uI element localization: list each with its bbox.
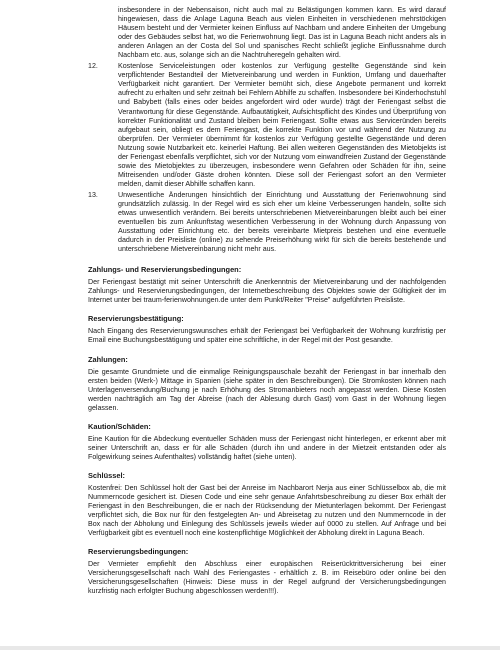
section-payment-reservation-conditions [88,265,446,305]
section-text: Die gesamte Grundmiete und die einmalige Reinigungspauschale bezahlt der Feriengast in bar innerhalb den ersten beiden (Werk-) Mittage in Spanien (siehe später in den Beschreibungen). Die Stromkosten können nach Unterlagenversendung/Buchung je nach Erhöhung des Stromanbieters noch angepasst werden. Diese Kosten werden nachträglich am Tag der Abreise (nach der Ablesung durch Gast) vom Gast in der Wohnung liegen gelassen. [88,367,446,412]
section-text: Der Feriengast bestätigt mit seiner Unterschrift die Anerkenntnis der Mietvereinbarung und der nachfolgenden Zahlungs- und Reservierungsbedingungen, der Internetbeschreibung des Objektes sowie der Gültigkeit der im Internet unter bei traum-ferienwohnungen.de unter dem Punkt/Reiter "Preise" aufgeführten Preisliste. [88,278,446,305]
section-text: Nach Eingang des Reservierungswunsches erhält der Feriengast bei Verfügbarkeit der Wohnung kurzfristig per Email eine Buchungsbestätigung und später eine schriftliche, in der Regel mit der Post gesandte. [88,327,446,345]
page-bottom-edge [0,646,500,650]
item-text: Unwesentliche Änderungen hinsichtlich der Einrichtung und Ausstattung der Ferienwohnung sind grundsätzlich zulässig. In der Regel wird es sich eher um kleine Verbesserungen handeln, sollte sich etwas unwesentlich verändern. Bei bereits unterschriebenen Mietvereinbarungen bleibt auch bei einer eventuellen bis zum Ankunftstag wesentlichen Verbesserung in der Wohnung durch Anpassung von Ausstattung oder Einrichtung etc. der bereits vereinbarte Mietpreis bestehen und eine eventuelle dadurch in der Preisliste (online) zu sehende Preiserhöhung wirkt für sich die bereits bestehende und unterschriebene Mietvereinbarung nicht mehr aus. [118,190,446,254]
numbered-item-13 [88,191,446,254]
item-number: 13. [88,190,98,199]
section-heading: Zahlungs- und Reservierungsbedingungen: [88,265,242,275]
section-text: Der Vermieter empfiehlt den Abschluss einer europäischen Reiserücktrittversicherung bei einer Versicherungsgesellschaft nach Wahl des Feriengastes - erhältlich z. B. im Reisebüro oder online bei den Versicherungsgesellschaften (Hinweis: Diese muss in der Regel aufgrund der Versicherungsbedingungen kurzfristig nach erfolgter Buchung abgeschlossen werden!!!). [88,560,446,596]
continuation-paragraph: insbesondere in der Nebensaison, nicht auch mal zu Belästigungen kommen kann. Es wird darauf hingewiesen, dass die Anlage Laguna Beach aus vielen Einheiten in verschiedenen mehrstöckigen Häusern besteht und der Vermieter keinen Einfluss auf Nachbarn und andere Einheiten der Umgebung oder des Gebäudes selbst hat, wo die Ferienwohnung liegt. Das ist in Laguna Beach nicht anders als in anderen Anlagen an der Costa del Sol und spanisches Recht schließt jegliche Einflussnahme durch Nachbarn etc. aus, solange sich an die Nachtruheregeln gehalten wird. [118,6,446,60]
section-heading: Reservierungsbedingungen: [88,547,189,557]
section-heading: Kaution/Schäden: [88,421,151,431]
item-number: 12. [88,62,98,71]
section-payments [88,355,446,413]
section-heading: Zahlungen: [88,354,128,364]
section-deposit-damages [88,422,446,462]
section-heading: Reservierungsbestätigung: [88,314,184,324]
item-text: Kostenlose Serviceleistungen oder kostenlos zur Verfügung gestellte Gegenstände sind kein verpflichtender Bestandteil der Mietvereinbarung und werden in Funktion, Umfang und dauerhafter Verfügbarkeit nicht garantiert. Der Vermieter bemüht sich, diese Angebote permanent und korrekt aufrecht zu erhalten und sehr zeitnah bei Fehlern Abhilfe zu schaffen. Insbesondere bei Kinderhochstuhl und Babybett (falls eines oder beides angefordert wird oder wurde) trägt der Feriengast selbst die Verantwortung für diese Gegenstände. Aufbautätigkeit, Aufsichtspflicht des Kindes und Überprüfung von korrekter Funktionalität und Zustand bleiben beim Feriengast. Sollte etwas aus Serviceründen bereits aufgebaut sein, obliegt es dem Feriengast, die korrekte Funktion vor und während der Nutzung zu überprüfen. Der Vermieter übernimmt für kostenlos zur Verfügung gestellte Gegenstände und deren Nutzung sowie Nutzbarkeit etc. keinerlei Haftung. Bei allen weiteren Gegenständen des Mietobjekts ist der Feriengast ebenfalls verpflichtet, sich vor der Nutzung vom einwandfreien Zustand der Gegenstände sowie des Mietobjektes zu überzeugen, insbesondere wenn Gefahren oder Schäden für ihn, seine Mitreisenden und/oder Gäste drohen könnten. Diese soll der Feriengast sofort an den Vermieter melden, damit dieser Abhilfe schaffen kann. [118,62,446,188]
numbered-item-12 [88,62,446,189]
section-reservation-conditions [88,547,446,596]
section-keys [88,471,446,538]
section-heading: Schlüssel: [88,470,125,480]
section-text: Kostenfrei: Den Schlüssel holt der Gast bei der Anreise im Nachbarort Nerja aus einer Schlüsselbox ab, die mit Nummerncode gesichert ist. Diesen Code und eine sehr genaue Anfahrtsbeschreibung zu dieser Box erhält der Feriengast in den Beschreibungen, die er nach der Rücksendung der Mietunterlagen bekommt. Der Feriengast verpflichtet sich, die Box nur für den festgelegten An- und Abreisetag zu nutzen und den Nummerncode in der Box nach der Abholung und Einlegung des Schlüssels jeweils wieder auf 0000 zu stellen. Auf Anfrage und bei Verfügbarkeit gibt es eventuell noch eine kostenpflichtige Möglichkeit der Abholung direkt in Laguna Beach. [88,483,446,538]
section-reservation-confirmation [88,314,446,345]
section-text: Eine Kaution für die Abdeckung eventueller Schäden muss der Feriengast nicht hinterlegen, er erkennt aber mit seiner Unterschrift an, dass er für alle Schäden (durch ihn und andere in der Mietzeit entstanden oder als Folgewirkung seines Aufenthaltes) vollständig haftet (siehe unten). [88,434,446,461]
